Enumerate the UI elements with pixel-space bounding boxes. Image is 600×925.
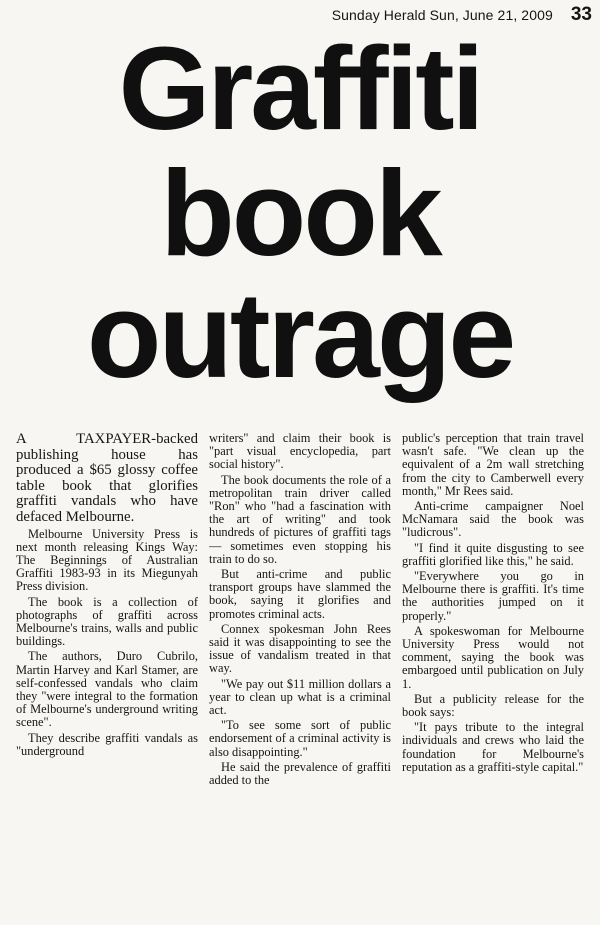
article-column-1 bbox=[16, 432, 198, 917]
paragraph: A spokeswoman for Melbourne University Press would not comment, saying the book was embargoed until publication on July 1. bbox=[402, 623, 584, 691]
headline-line-3: outrage bbox=[86, 267, 514, 403]
paragraph: "It pays tribute to the integral individuals and crews who laid the foundation for Melbourne's reputation as a graffiti-style capital." bbox=[402, 720, 584, 774]
lead-paragraph: A TAXPAYER-backed publishing house has produced a $65 glossy coffee table book that glorifies graffiti vandals who have defaced Melbourne. bbox=[16, 432, 198, 525]
article-body bbox=[16, 432, 584, 917]
dateline: Sunday Herald Sun, June 21, 2009 bbox=[331, 7, 553, 23]
paragraph: writers" and claim their book is "part visual encyclopedia, part social history". bbox=[209, 432, 391, 472]
paragraph: The authors, Duro Cubrilo, Martin Harvey and Karl Stamer, are self-confessed vandals who claim they "were integral to the formation of Melbourne's underground writing scene". bbox=[16, 649, 198, 730]
paragraph: The book is a collection of photographs of graffiti across Melbourne's trains, walls and public buildings. bbox=[16, 594, 198, 649]
headline-line-1: Graffiti bbox=[118, 23, 482, 155]
paragraph: But a publicity release for the book says: bbox=[402, 691, 584, 720]
paragraph: The book documents the role of a metropolitan train driver called "Ron" who "had a fascination with the art of writing" and took hundreds of pictures of graffiti tags — sometimes even stopping his train to do so. bbox=[209, 472, 391, 566]
paragraph: "We pay out $11 million dollars a year to clean up what is a criminal act. bbox=[209, 676, 391, 718]
paragraph: Anti-crime campaigner Noel McNamara said the book was "ludicrous". bbox=[402, 499, 584, 540]
paragraph: But anti-crime and public transport groups have slammed the book, saying it glorifies and promotes criminal acts. bbox=[209, 567, 391, 621]
paragraph: public's perception that train travel wasn't safe. "We clean up the equivalent of a 2m wall stretching from the city to Camberwell every month," Mr Rees said. bbox=[402, 432, 584, 498]
paragraph: Connex spokesman John Rees said it was disappointing to see the issue of vandalism treated in that way. bbox=[209, 621, 391, 676]
paragraph: He said the prevalence of graffiti added to the bbox=[209, 759, 391, 788]
article-column-2 bbox=[209, 432, 391, 917]
headline-line-2: book bbox=[160, 145, 440, 281]
paragraph: "Everywhere you go in Melbourne there is graffiti. It's time the authorities jumped on it properly." bbox=[402, 569, 584, 623]
page-number: 33 bbox=[570, 4, 592, 25]
article-column-3 bbox=[402, 432, 584, 917]
paragraph: "I find it quite disgusting to see graffiti glorified like this," he said. bbox=[402, 540, 584, 568]
paragraph: "To see some sort of public endorsement of a criminal activity is also disappointing." bbox=[209, 718, 391, 759]
paragraph: Melbourne University Press is next month releasing Kings Way: The Beginnings of Australian Graffiti 1983-93 in its Miegunyah Press division. bbox=[16, 526, 198, 594]
paragraph: They describe graffiti vandals as "underground bbox=[16, 730, 198, 758]
